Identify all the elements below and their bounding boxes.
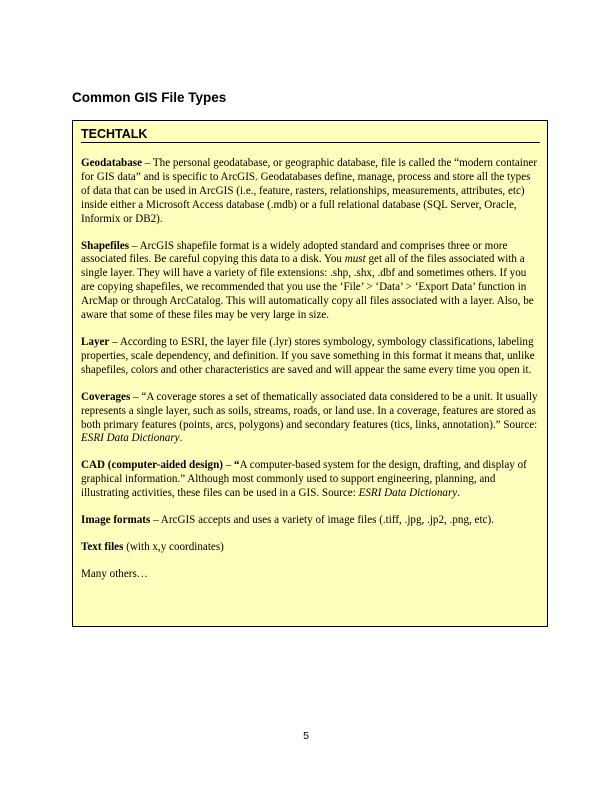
cad-paragraph (81, 459, 540, 501)
section-heading: Common GIS File Types (72, 90, 227, 105)
coverages-term: Coverages (81, 390, 131, 403)
coverages-text: – “A coverage stores a set of thematically associated data considered to be a unit. It usually represents a single layer, such as soils, streams, roads, or land use. In a coverage, features are stored as both primary features (points, arcs, polygons) and secondary features (tics, links, annotation).” Source: (81, 390, 538, 431)
shapefiles-term: Shapefiles (81, 239, 130, 252)
cad-source: ESRI Data Dictionary (358, 487, 458, 500)
image-formats-paragraph (81, 514, 540, 528)
layer-paragraph (81, 336, 540, 378)
coverages-paragraph (81, 391, 540, 447)
cad-dash: – (222, 459, 235, 472)
layer-term: Layer (81, 335, 110, 348)
page-number: 5 (303, 730, 309, 742)
cad-quote-open: “ (234, 459, 240, 472)
text-files-paragraph (81, 541, 540, 555)
box-title: TECHTALK (81, 127, 540, 143)
shapefiles-paragraph (81, 240, 540, 323)
coverages-end: . (179, 432, 183, 445)
cad-text: A computer-based system for the design, drafting, and display of graphical information.” Although most commonly used to support engineering, planning, and illustrating activities, these files can be used in a GIS. Source: (81, 459, 527, 500)
coverages-source: ESRI Data Dictionary (81, 432, 180, 445)
shapefiles-text-b: get all of the files associated with a single layer. They will have a variety of file extensions: .shp, .shx, .dbf and sometimes others. If you are copying shapefiles, we recommended that you use the ‘File’ > ‘Data’ > ‘Export Data’ function in ArcMap or through ArcCatalog. This will automatically copy all files associated with a layer. Also, be aware that some of these files may be very large in size. (81, 253, 534, 322)
closing-paragraph: Many others… (81, 567, 148, 580)
text-files-text: (with x,y coordinates) (123, 540, 224, 553)
layer-text: – According to ESRI, the layer file (.lyr) stores symbology, symbology classifications, labeling properties, scale dependency, and definition. If you save something in this format it means that, unlike shapefiles, colors and other characteristics are saved and will appear the same every time you open it. (81, 335, 535, 376)
geodatabase-paragraph (81, 157, 540, 227)
text-files-term: Text files (81, 540, 124, 553)
geodatabase-text: – The personal geodatabase, or geographic database, file is called the “modern container for GIS data” and is specific to ArcGIS. Geodatabases define, manage, process and store all the types of data that can be used in ArcGIS (i.e., feature, rasters, relationships, measurements, attributes, etc) inside either a Microsoft Access database (.mdb) or a full relational database (SQL Server, Oracle, Informix or DB2). (81, 157, 538, 225)
image-formats-term: Image formats (81, 514, 151, 527)
shapefiles-text-a: – ArcGIS shapefile format is a widely adopted standard and comprises three or more associated files. Be careful copying this data to a disk. You (81, 239, 508, 266)
shapefiles-emphasis: must (344, 253, 366, 266)
cad-term: CAD (computer-aided design) (81, 459, 223, 472)
techtalk-box (72, 120, 548, 627)
image-formats-text: – ArcGIS accepts and uses a variety of image files (.tiff, .jpg, .jp2, .png, etc). (150, 514, 494, 527)
cad-end: . (457, 487, 460, 500)
geodatabase-term: Geodatabase (81, 157, 143, 169)
